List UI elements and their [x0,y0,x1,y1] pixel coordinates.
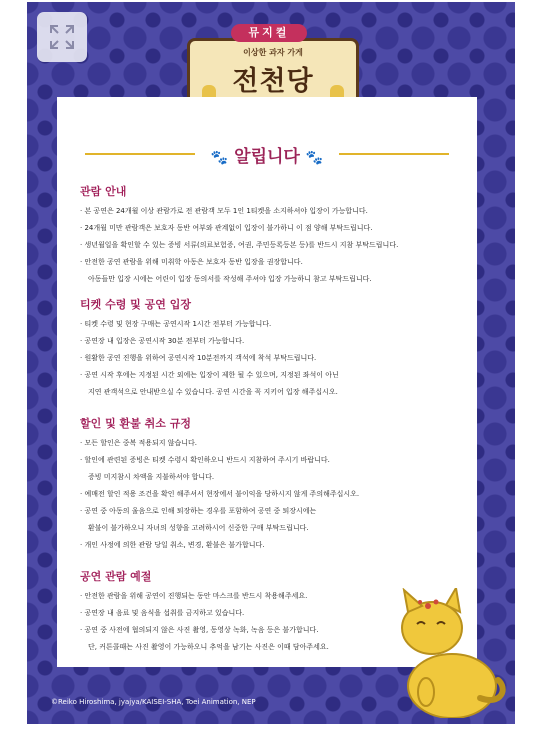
section-title: 관람 안내 [80,185,127,198]
notice-header [85,142,449,166]
list-item: · 공연장 내 입장은 공연시작 30분 전부터 가능합니다. [80,337,245,345]
list-item: 증빙 미지참시 차액을 지불하셔야 합니다. [88,473,215,481]
section-ticket-entry [80,296,460,401]
copyright-notice: ©Reiko Hiroshima, jyajya/KAISEI-SHA, Toei Animation, NEP [51,698,256,706]
logo-title: 전천당 [232,66,314,97]
section-title: 티켓 수령 및 공연 입장 [80,298,191,311]
cat-character [390,588,510,718]
list-item: · 티켓 수령 및 현장 구매는 공연시작 1시간 전부터 가능합니다. [80,320,272,328]
list-item: · 공연 시작 후에는 지정된 시간 외에는 입장이 제한 될 수 있으며, 지정된 좌석이 아닌 [80,371,339,379]
section-title: 공연 관람 예절 [80,570,152,583]
expand-icon [48,23,76,51]
paw-icon: 🐾 [305,150,324,166]
list-item: 아동들만 입장 시에는 어린이 입장 동의서를 작성해 주셔야 입장 가능하니 참고 부탁드립니다. [88,275,372,283]
list-item: 단, 커튼콜때는 사진 촬영이 가능하오니 추억을 남기는 사진은 이때 담아주세요. [88,643,329,651]
logo-musical-tag: 뮤지컬 [231,24,307,42]
list-item: · 생년월일을 확인할 수 있는 증빙 서류(의료보험증, 여권, 주민등록등본 등)를 반드시 지참 부탁드립니다. [80,241,399,249]
list-item: · 안전한 관람을 위해 공연이 진행되는 동안 마스크를 반드시 착용해주세요. [80,592,308,600]
list-item: 환불이 불가하오니 자녀의 성향을 고려하시어 신중한 구매 부탁드립니다. [88,524,309,532]
notice-title: 알립니다 [234,147,300,167]
list-item: · 공연 중 사전에 협의되지 않은 사진 촬영, 동영상 녹화, 녹음 등은 불가합니다. [80,626,319,634]
list-item: · 개인 사정에 의한 관람 당일 취소, 변경, 환불은 불가합니다. [80,541,265,549]
list-item: 지연 관객석으로 안내받으실 수 있습니다. 공연 시간을 꼭 지키어 입장 해주십시오. [88,388,338,396]
list-item: · 할인에 관련된 증빙은 티켓 수령시 확인하오니 반드시 지참하여 주시기 바랍니다. [80,456,330,464]
list-item: · 본 공연은 24개월 이상 관람가로 전 관람객 모두 1인 1티켓을 소지하셔야 입장이 가능합니다. [80,207,368,215]
section-title: 할인 및 환불 취소 규정 [80,417,191,430]
list-item: · 공연 중 아동의 울음으로 인해 퇴장하는 경우를 포함하여 공연 중 퇴장시에는 [80,507,317,515]
section-refund-policy [80,415,460,554]
list-item: · 안전한 공연 관람을 위해 미취학 아동은 보호자 동반 입장을 권장합니다. [80,258,303,266]
logo-subtitle: 이상한 과자 가게 [243,48,303,57]
section-viewing-guide [80,183,460,288]
list-item: · 원활한 공연 진행을 위하여 공연시작 10분전까지 객석에 착석 부탁드립니다. [80,354,317,362]
notice-panel [57,97,477,667]
list-item: · 24개월 미만 관람객은 보호자 동반 여부와 관계없이 입장이 불가하니 이 점 양해 부탁드립니다. [80,224,373,232]
list-item: · 모든 할인은 중복 적용되지 않습니다. [80,439,198,447]
expand-button[interactable] [37,12,87,62]
paw-icon: 🐾 [210,150,229,166]
list-item: · 공연장 내 음료 및 음식을 섭취를 금지하고 있습니다. [80,609,245,617]
list-item: · 예매전 할인 적용 조건을 확인 해주셔서 현장에서 불이익을 당하시지 않게 주의해주십시오. [80,490,360,498]
